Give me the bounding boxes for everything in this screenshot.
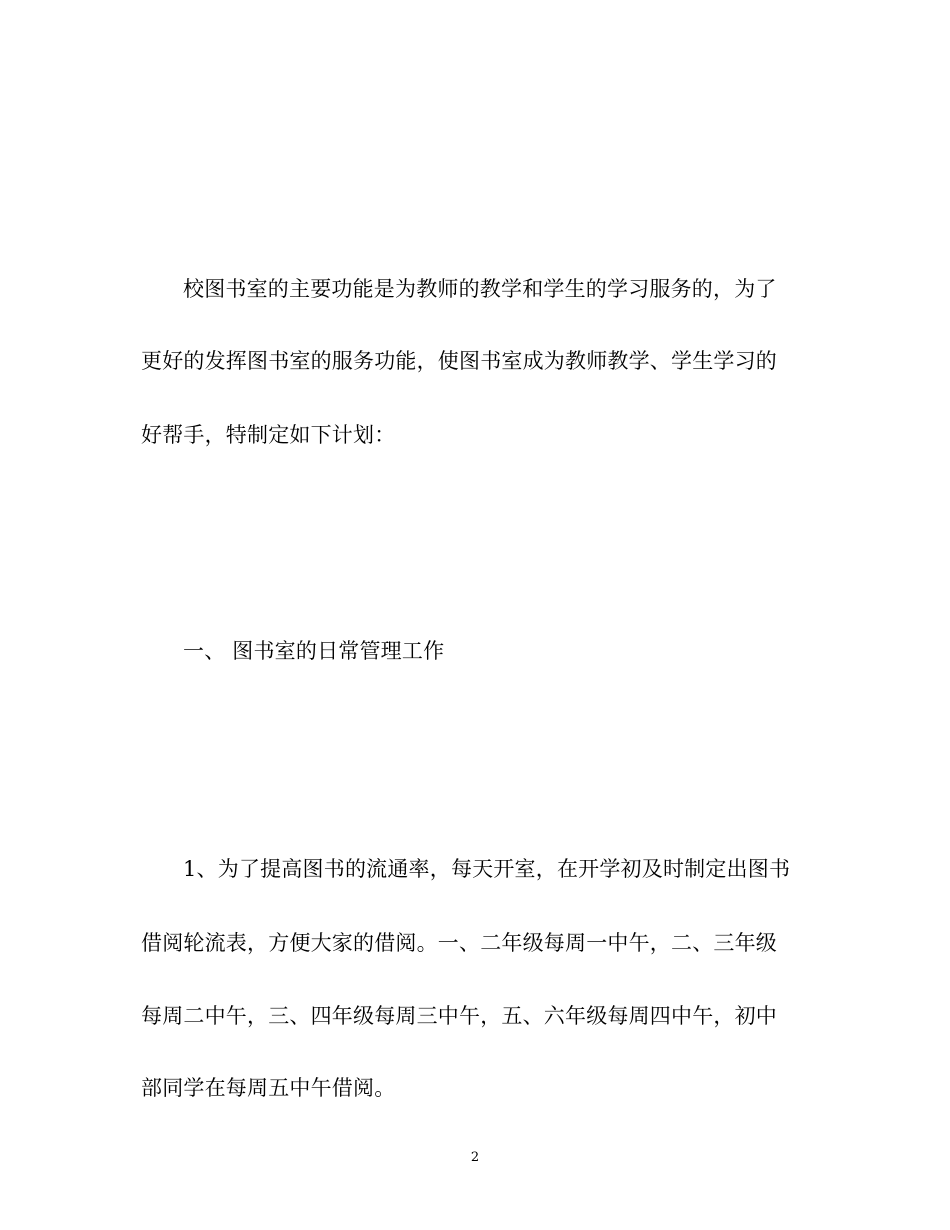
page-number: 2 — [470, 1150, 480, 1165]
item-paragraph-line-2: 借阅轮流表，方便大家的借阅。一、二年级每周一中午，二、三年级 — [141, 931, 777, 955]
intro-paragraph-line-1: 校图书室的主要功能是为教师的教学和学生的学习服务的，为了 — [183, 277, 777, 301]
item-paragraph-line-1: 1、为了提高图书的流通率，每天开室，在开学初及时制定出图书 — [183, 857, 791, 881]
item-paragraph-line-4: 部同学在每周五中午借阅。 — [141, 1076, 396, 1100]
intro-paragraph-line-2: 更好的发挥图书室的服务功能，使图书室成为教师教学、学生学习的 — [141, 349, 777, 373]
item-paragraph-line-3: 每周二中午，三、四年级每周三中午，五、六年级每周四中午，初中 — [141, 1004, 777, 1028]
intro-paragraph-line-3: 好帮手，特制定如下计划： — [141, 423, 396, 447]
section-heading: 一、 图书室的日常管理工作 — [183, 639, 445, 663]
